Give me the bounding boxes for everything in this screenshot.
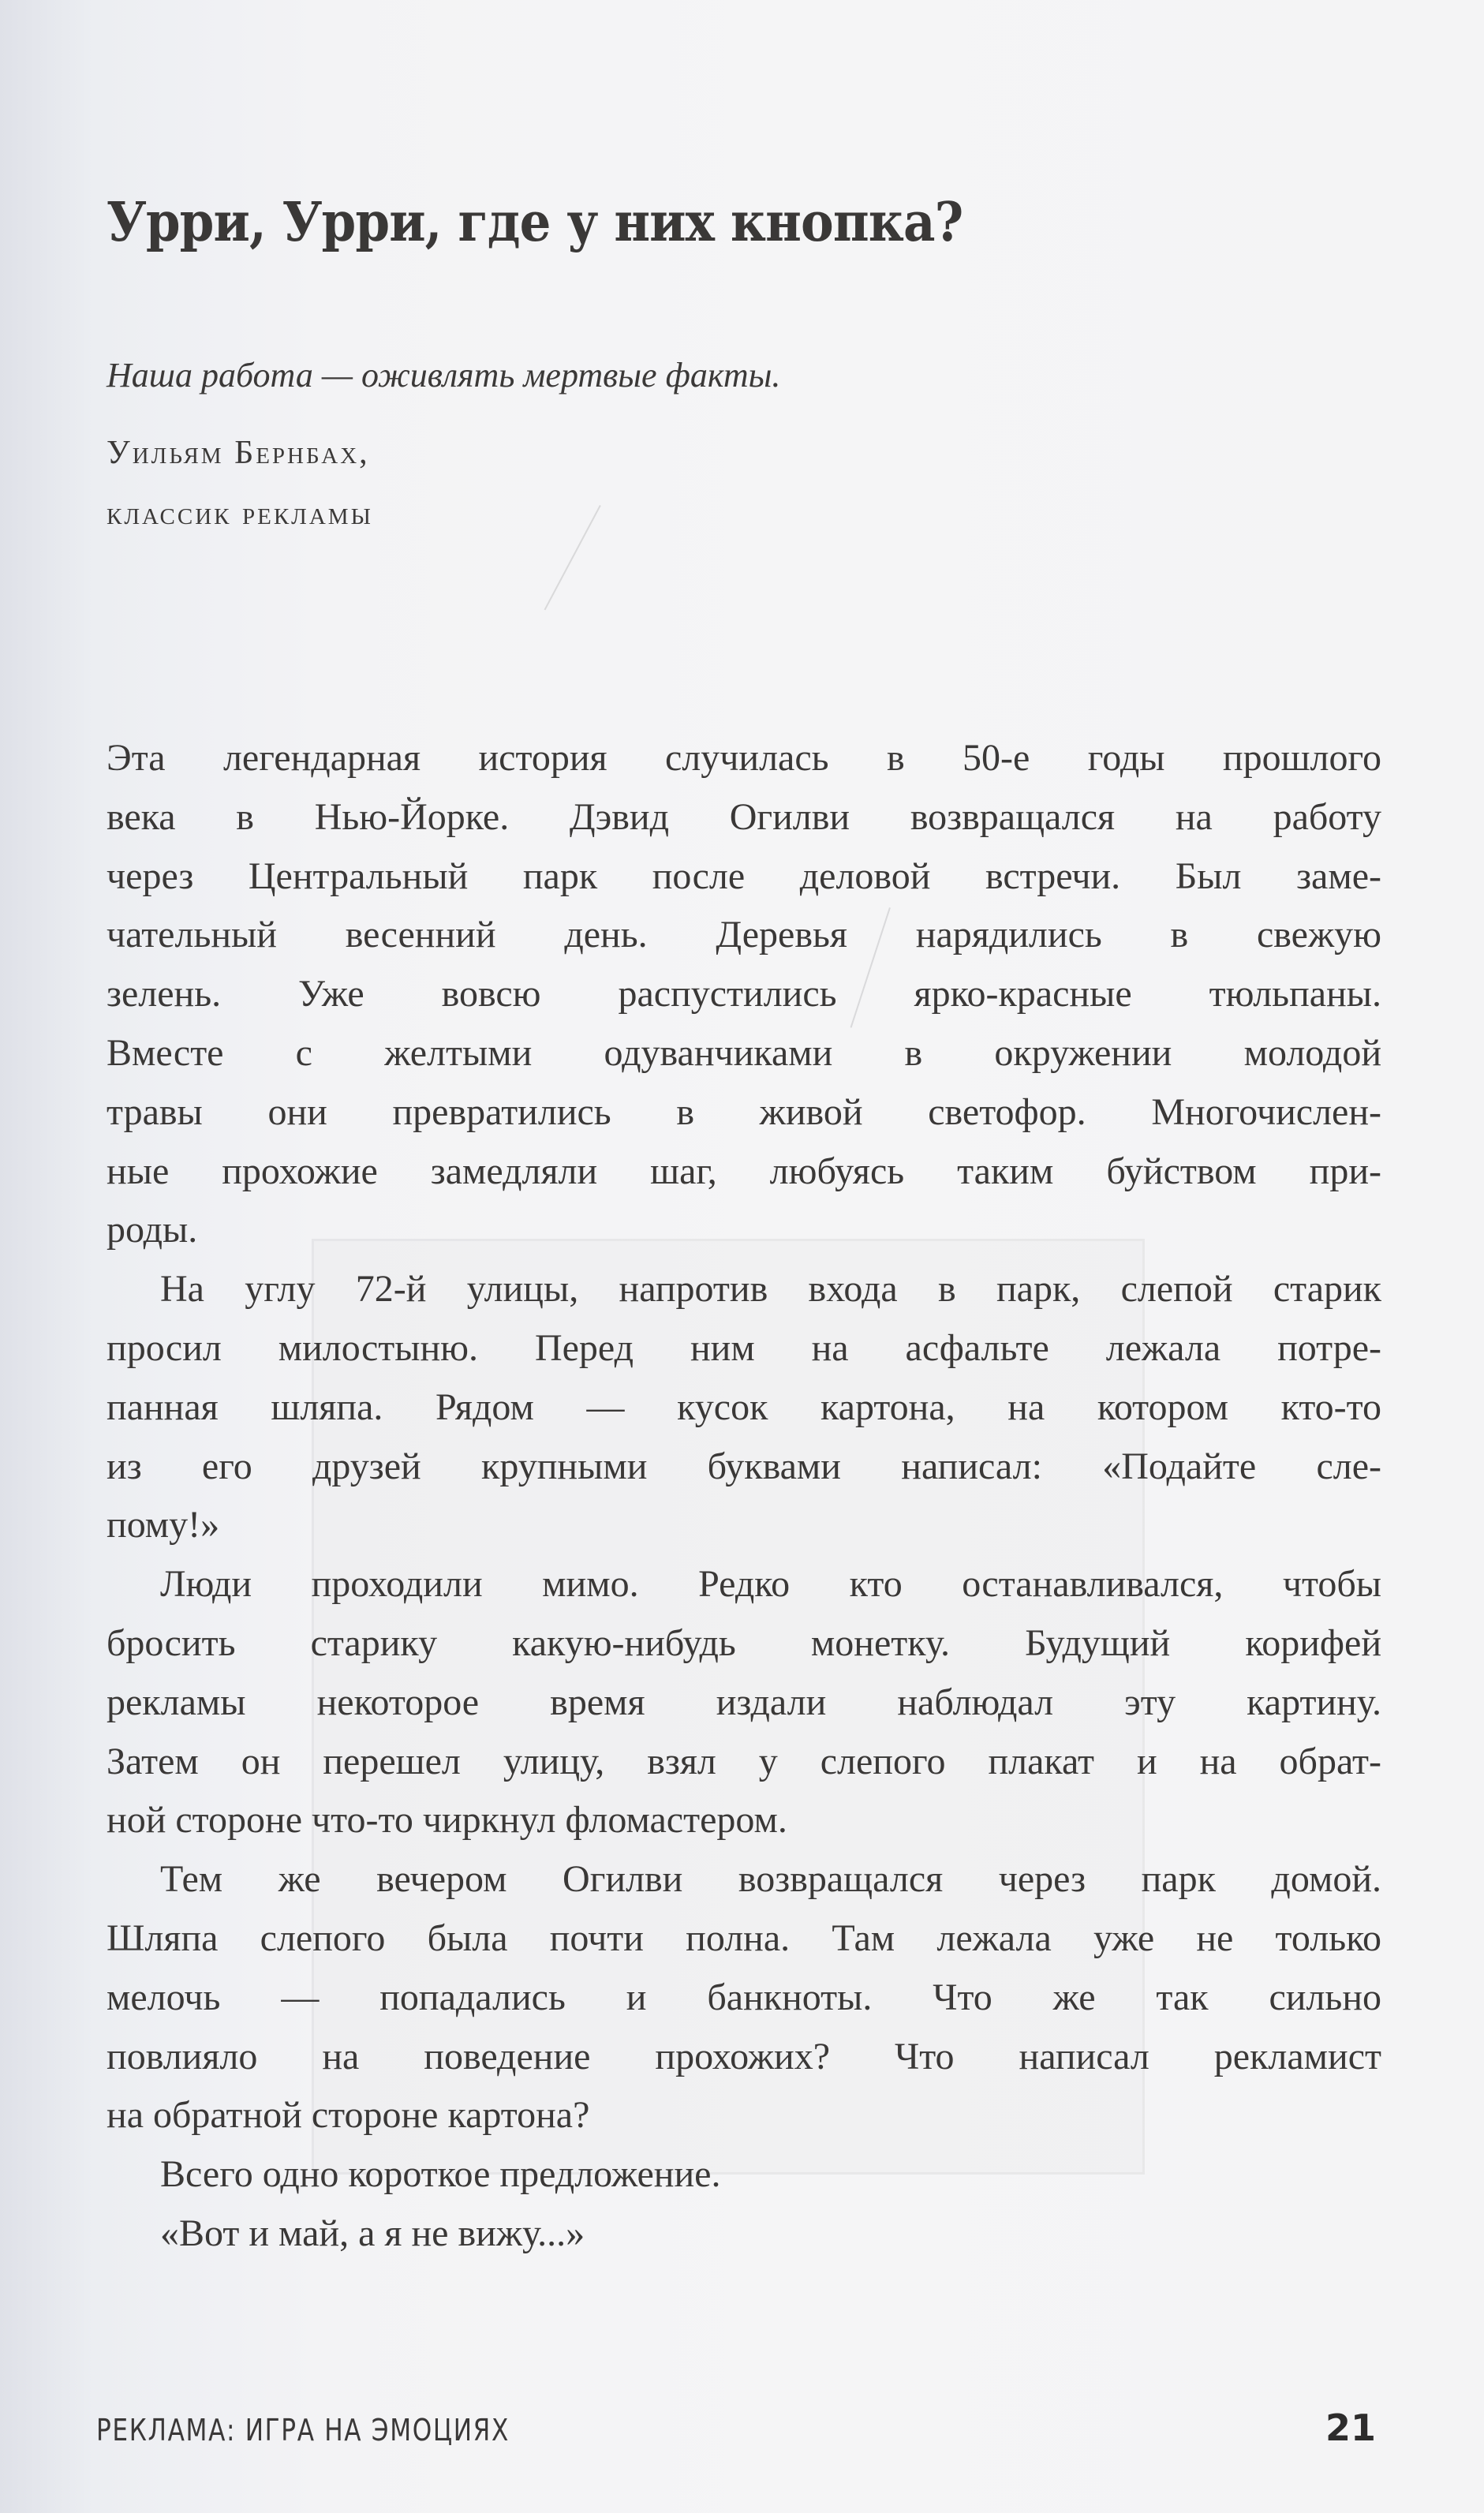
body-text xyxy=(107,729,1381,2264)
paper-scratch xyxy=(544,505,601,610)
text-line: Всего одно короткое предложение. xyxy=(160,2153,721,2196)
text-line: травы они превратились в живой светофор. Многочислен- xyxy=(107,1090,1381,1133)
text-line: «Вот и май, а я не вижу...» xyxy=(160,2212,585,2254)
text-line: века в Нью-Йорке. Дэвид Огилви возвращался на работу xyxy=(107,795,1381,838)
text-line: Шляпа слепого была почти полна. Там лежала уже не только xyxy=(107,1917,1381,1959)
text-line: Эта легендарная история случилась в 50-е годы прошлого xyxy=(107,737,1381,779)
text-line: Тем же вечером Огилви возвращался через парк домой. xyxy=(160,1858,1381,1901)
epigraph-quote: Наша работа — оживлять мертвые факты. xyxy=(107,356,781,395)
text-line: пому!» xyxy=(107,1504,220,1546)
text-line: на обратной стороне картона? xyxy=(107,2094,590,2137)
text-line: Затем он перешел улицу, взял у слепого плакат и на обрат- xyxy=(107,1740,1381,1782)
page-number: 21 xyxy=(1325,2406,1377,2449)
text-line: бросить старику какую-нибудь монетку. Будущий корифей xyxy=(107,1621,1381,1664)
text-line: повлияло на поведение прохожих? Что написал рекламист xyxy=(107,2035,1381,2077)
text-line: Вместе с желтыми одуванчиками в окружении молодой xyxy=(107,1031,1381,1074)
text-line: ной стороне что-то чиркнул фломастером. xyxy=(107,1799,787,1842)
text-line: через Центральный парк после деловой встречи. Был заме- xyxy=(107,854,1381,897)
text-line: На углу 72-й улицы, напротив входа в парк, слепой старик xyxy=(160,1268,1381,1311)
text-line: мелочь — попадались и банкноты. Что же так сильно xyxy=(107,1976,1381,2018)
text-line: рекламы некоторое время издали наблюдал эту картину. xyxy=(107,1681,1381,1723)
chapter-title: Урри, Урри, где у них кнопка? xyxy=(107,190,963,254)
text-line: зелень. Уже вовсю распустились ярко-красные тюльпаны. xyxy=(107,973,1381,1015)
text-line: Люди проходили мимо. Редко кто останавливался, чтобы xyxy=(160,1563,1381,1606)
epigraph-author-role: классик рекламы xyxy=(107,495,373,532)
text-line: ные прохожие замедляли шаг, любуясь таким буйством при- xyxy=(107,1150,1381,1192)
text-line: просил милостыню. Перед ним на асфальте лежала потре- xyxy=(107,1326,1381,1369)
text-line: роды. xyxy=(107,1209,198,1251)
running-footer-title: РЕКЛАМА: ИГРА НА ЭМОЦИЯХ xyxy=(96,2413,510,2448)
text-line: чательный весенний день. Деревья нарядились в свежую xyxy=(107,914,1381,956)
text-line: из его друзей крупными буквами написал: «Подайте сле- xyxy=(107,1445,1381,1487)
text-line: панная шляпа. Рядом — кусок картона, на котором кто-то xyxy=(107,1386,1381,1428)
epigraph-author: Уильям Бернбах, xyxy=(107,435,370,471)
